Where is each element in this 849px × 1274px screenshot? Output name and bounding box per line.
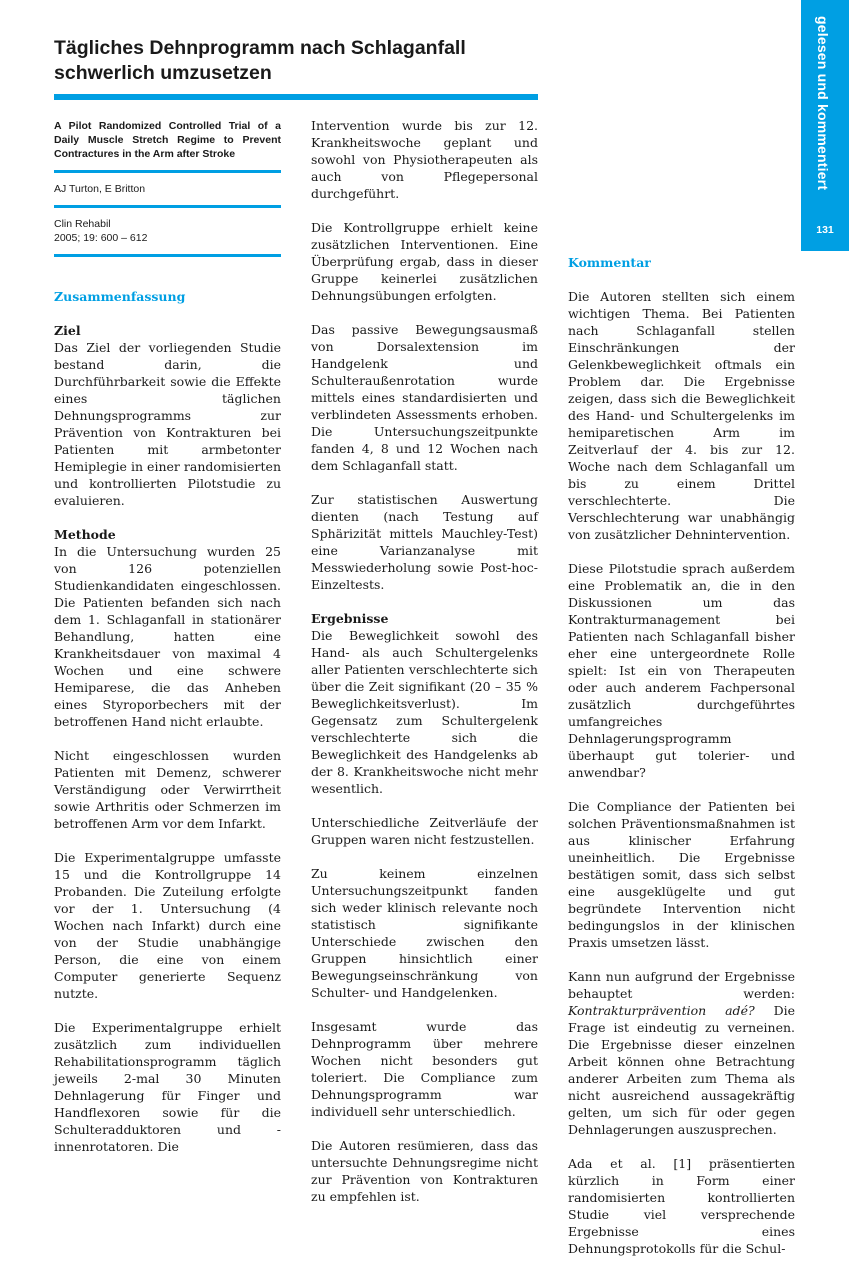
page-title-line1: Tägliches Dehnprogramm nach Schlaganfall <box>54 37 466 59</box>
methode-paragraph: Die Experimentalgruppe umfasste 15 und die Kontrollgruppe 14 Probanden. Die Zuteilung erfolgte vor der 1. Untersuchung (4 Wochen nach Infarkt) durch eine von der Studie unabhängige Person, die eine von einem Computer generierte Sequenz nutzte. <box>54 850 281 1001</box>
page-number: 131 <box>816 224 834 236</box>
methode-paragraph: Intervention wurde bis zur 12. Krankheitswoche geplant und sowohl von Physiotherapeuten als auch von Pflegepersonal durchgeführt. <box>311 118 538 201</box>
methode-paragraph: Zur statistischen Auswertung dienten (nach Testung auf Sphärizität mittels Mauchley-Test) eine Varianzanalyse mit Messwiederholung sowie Post-hoc-Einzeltests. <box>311 492 538 592</box>
methode-paragraph: Das passive Bewegungsausmaß von Dorsalextension im Handgelenk und Schulteraußenrotation wurde mittels eines standardisierten und verblindeten Assessments erhoben. Die Untersuchungszeitpunkte fanden 4, 8 und 12 Wochen nach dem Schlaganfall statt. <box>311 322 538 473</box>
title-divider <box>54 94 538 100</box>
summary-heading: Zusammenfassung <box>54 289 186 304</box>
comment-heading: Kommentar <box>568 255 651 270</box>
page-title <box>54 36 554 86</box>
reference-source <box>54 217 281 245</box>
methode-paragraph: In die Untersuchung wurden 25 von 126 potenziellen Studienkandidaten eingeschlossen. Die Patienten befanden sich nach dem 1. Schlaganfall in stationärer Behandlung, hatten eine Krankheitsdauer von maximal 4 Wochen und eine schwere Hemiparese, die das Anheben eines Styroporbechers mit der betroffenen Hand nicht erlaubte. <box>54 544 281 729</box>
reference-divider-3 <box>54 254 281 257</box>
ziel-text: Das Ziel der vorliegenden Studie bestand darin, die Durchführbarkeit sowie die Effekte eines täglichen Dehnungsprogramms zur Prävention von Kontrakturen bei Patienten mit armbetonter Hemiplegie in einer randomisierten und kontrollierten Pilotstudie zu evaluieren. <box>54 340 281 508</box>
reference-divider-2 <box>54 205 281 208</box>
ergebnisse-paragraph: Insgesamt wurde das Dehnprogramm über mehrere Wochen nicht besonders gut toleriert. Die Compliance zum Dehnungsprogramm war individuell sehr unterschiedlich. <box>311 1019 538 1119</box>
methode-paragraph: Nicht eingeschlossen wurden Patienten mit Demenz, schwerer Verständigung oder Verwirrtheit sowie Arthritis oder Schmerzen im betroffenen Arm vor dem Infarkt. <box>54 748 281 831</box>
comment-paragraph: Ada et al. [1] präsentierten kürzlich in Form einer randomisierten kontrollierten Studie viel versprechende Ergebnisse eines Dehnungsprotokolls für die Schul- <box>568 1156 795 1256</box>
comment-p4-end: Die Frage ist eindeutig zu verneinen. Die Ergebnisse dieser einzelnen Arbeit können ohne Betrachtung anderer Arbeiten zum Thema als nicht ausreichend aussagekräftig gelten, um sich für oder gegen Dehnlagerungen auszusprechen. <box>568 1003 796 1137</box>
page-title-line2: schwerlich umzusetzen <box>54 62 272 84</box>
comment-p4-emphasis: Kontrakturprävention adé? <box>568 1003 755 1018</box>
comment-paragraph: Die Compliance der Patienten bei solchen Präventionsmaßnahmen ist aus klinischer Erfahrung uneinheitlich. Die Ergebnisse bestätigen somit, dass sich selbst eine ausgeklügelte und gut begründete Intervention nicht bedingungslos in der klinischen Praxis umsetzen lässt. <box>568 799 795 950</box>
methode-heading: Methode <box>54 527 116 542</box>
ergebnisse-paragraph: Zu keinem einzelnen Untersuchungszeitpunkt fanden sich weder klinisch relevante noch statistisch signifikante Unterschiede zwischen den Gruppen hinsichtlich einer Bewegungseinschränkung von Schulter- und Handgelenken. <box>311 866 538 1000</box>
comment-paragraph: Diese Pilotstudie sprach außerdem eine Problematik an, die in den Diskussionen um das Kontrakturmanagement bei Patienten nach Schlaganfall bisher eher eine untergeordnete Rolle spielt: Ist ein von Therapeuten oder auch anderem Fachpersonal zusätzlich durchgeführtes umfangreiches Dehnlagerungsprogramm überhaupt gut tolerier- und anwendbar? <box>568 561 795 780</box>
methode-paragraph: Die Kontrollgruppe erhielt keine zusätzlichen Interventionen. Eine Überprüfung ergab, dass in dieser Gruppe keinerlei zusätzlichen Dehnungsübungen erfolgten. <box>311 220 538 303</box>
ergebnisse-heading: Ergebnisse <box>311 611 389 626</box>
comment-paragraph <box>568 968 795 1138</box>
reference-authors: AJ Turton, E Britton <box>54 183 146 195</box>
section-side-tab <box>801 0 849 251</box>
reference-divider-1 <box>54 170 281 173</box>
ziel-heading: Ziel <box>54 323 81 338</box>
comment-p4-start: Kann nun aufgrund der Ergebnisse behauptet werden: <box>568 969 795 1001</box>
ergebnisse-paragraph: Unterschiedliche Zeitverläufe der Gruppen waren nicht festzustellen. <box>311 815 538 847</box>
ergebnisse-paragraph: Die Beweglichkeit sowohl des Hand- als auch Schultergelenks aller Patienten verschlechterte sich über die Zeit signifikant (20 – 35 % Beweglichkeitsverlust). Im Gegensatz zum Schultergelenk verschlechterte sich die Beweglichkeit des Handgelenks ab der 8. Krankheitswoche nicht mehr wesentlich. <box>311 628 538 796</box>
reference-journal: Clin Rehabil <box>54 218 111 230</box>
column-1 <box>54 288 281 1172</box>
reference-citation: 2005; 19: 600 – 612 <box>54 232 148 244</box>
methode-paragraph: Die Experimentalgruppe erhielt zusätzlich zum individuellen Rehabilitationsprogramm täglich jeweils 2-mal 30 Minuten Dehnlagerung für Finger und Handflexoren sowie für die Schulteradduktoren und -innenrotatoren. Die <box>54 1020 281 1154</box>
reference-title: A Pilot Randomized Controlled Trial of a Daily Muscle Stretch Regime to Prevent Contractures in the Arm after Stroke <box>54 120 281 160</box>
comment-paragraph: Die Autoren stellten sich einem wichtigen Thema. Bei Patienten nach Schlaganfall stellen Einschränkungen der Gelenkbeweglichkeit oftmals ein Problem dar. Die Ergebnisse zeigen, dass sich die Beweglichkeit des Hand- und Schultergelenks im hemiparetischen Arm im Zeitverlauf der 4. bis zur 12. Woche nach dem Schlaganfall um bis zu einem Drittel verschlechterte. Die Verschlechterung war unabhängig von zusätzlicher Dehnintervention. <box>568 289 795 542</box>
ergebnisse-paragraph: Die Autoren resümieren, dass das untersuchte Dehnungsregime nicht zur Prävention von Kontrakturen zu empfehlen ist. <box>311 1138 538 1204</box>
column-2 <box>311 117 538 1222</box>
column-3 <box>568 254 795 1274</box>
side-tab-label: gelesen und kommentiert <box>815 16 831 191</box>
